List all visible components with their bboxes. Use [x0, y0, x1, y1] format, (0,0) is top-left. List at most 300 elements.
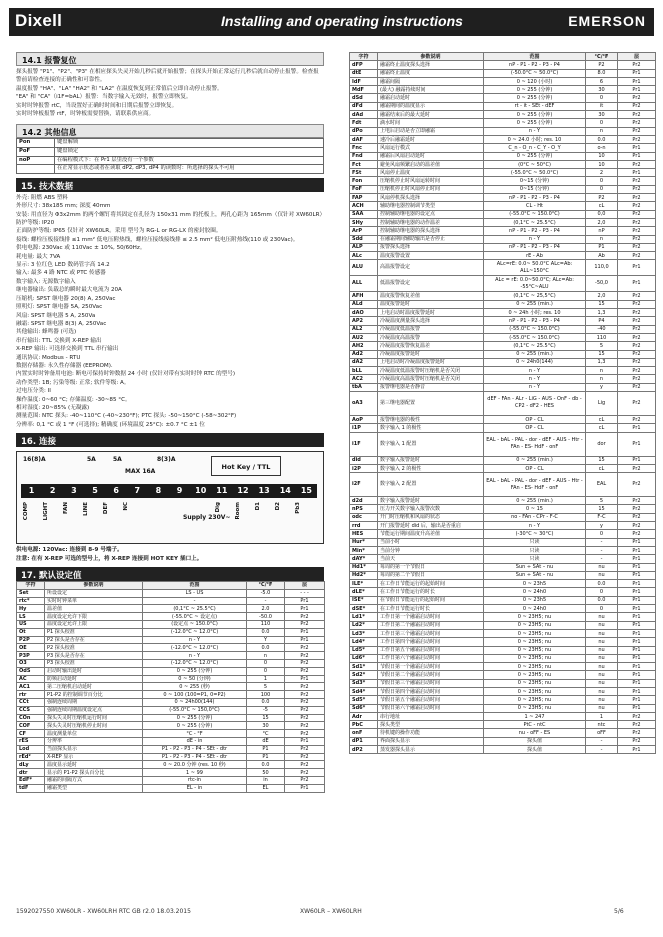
table-cell: oFF	[586, 729, 618, 737]
table-row	[350, 530, 656, 538]
table-cell: 15	[586, 505, 618, 513]
table-cell: Fon	[350, 177, 378, 185]
table-cell: 0 ~ 255 (分钟)	[484, 86, 586, 94]
table-cell: (0,1°C ~ 25.5°C)	[143, 605, 247, 613]
table-row	[17, 761, 325, 769]
spec-line: 继电器输出: 负载总的瞬时最大电流为 20A	[16, 287, 122, 294]
table-cell: 5	[586, 497, 618, 505]
table-cell: 2.0	[247, 605, 285, 613]
table-cell: Ab	[586, 252, 618, 260]
table-cell: Pr1	[618, 638, 656, 646]
table-cell: Pr1	[285, 628, 325, 636]
table-cell: rEd²	[17, 753, 45, 761]
table-cell: Pr2	[285, 761, 325, 769]
spec-line: 供电电源: 230Vac 或 110Vac ± 10%, 50/60Hz。	[16, 245, 146, 252]
header-bar	[9, 8, 654, 36]
table-cell: 温度显示延时	[45, 761, 143, 769]
table-cell: °C/°F	[586, 53, 618, 61]
table-cell: C_n - O_n - C_Y - O_Y	[484, 144, 586, 152]
table-row	[350, 522, 656, 530]
hotkey-ttl-port: Hot Key / TTL	[211, 456, 281, 476]
table-cell: 15	[586, 350, 618, 358]
table-cell: in	[247, 776, 285, 784]
table-cell: ArP	[350, 227, 378, 235]
table-row	[350, 671, 656, 679]
table-cell: 融霜结束后的最大延时	[378, 111, 484, 119]
table-cell: Pr2	[618, 309, 656, 317]
table-cell: EAL - bAL - PAL - dor - dEF - AUS - Htr - FAn - ES- HdF - onF	[484, 473, 586, 497]
terminal-name: Room	[235, 502, 241, 520]
table-cell: FAP	[350, 194, 378, 202]
table-row	[350, 654, 656, 662]
table-cell: P4	[586, 317, 618, 325]
table-cell: Pr2	[285, 691, 325, 699]
table-cell: 融霜的间隔方式	[45, 776, 143, 784]
table-row	[17, 691, 325, 699]
spec-line: 分辨率: 0,1 °C 或 1 °F (可选择); 精确度 (环境温度 25°C): ±0.7 °C ±1 位	[16, 421, 205, 428]
table-cell: Ld4*	[350, 638, 378, 646]
table-cell: 层	[618, 53, 656, 61]
table-cell: -	[586, 555, 618, 563]
table-cell: OP - CL	[484, 424, 586, 432]
table-cell: 15	[247, 714, 285, 722]
table-cell: 节能运行期间温度升高差值	[378, 530, 484, 538]
table-cell: ALL	[350, 276, 378, 292]
table-cell: 探头失灵时压缩机运行时间	[45, 714, 143, 722]
table-cell: 0 ~ 255 (分钟)	[484, 152, 586, 160]
table-cell: CCt	[17, 698, 45, 706]
table-cell: Pr2	[618, 94, 656, 102]
table-cell: SHy	[350, 218, 378, 226]
table-cell: 范围	[143, 582, 247, 590]
table-cell: Pr2	[618, 383, 656, 391]
right-column	[349, 52, 655, 754]
table-cell: rtc*	[17, 597, 45, 605]
table-cell: n - Y	[143, 652, 247, 660]
footer-page-number: 5/6	[614, 908, 624, 915]
table-cell: ALU	[350, 260, 378, 276]
table-cell: dP1	[350, 737, 378, 745]
table-cell: CL - Ht	[484, 202, 586, 210]
table-cell: 节假日第三个融霜启动时间	[378, 679, 484, 687]
table-cell: Pr2	[618, 530, 656, 538]
table-cell: dSE*	[350, 605, 378, 613]
table-cell: 0 ~ 24.0 小时; res. 10	[484, 135, 586, 143]
table-cell: ISE*	[350, 596, 378, 604]
table-cell: n - Y	[484, 375, 586, 383]
table-cell: - - -	[285, 589, 325, 597]
table-cell: 温度报警延时	[378, 300, 484, 308]
table-cell: 0 ~ 23H5; nu	[484, 704, 586, 712]
table-cell: Sd1*	[350, 663, 378, 671]
table-cell: AL2	[350, 325, 378, 333]
table-cell: Pr2	[618, 358, 656, 366]
table-cell: OP - CL	[484, 464, 586, 472]
table-cell: 报警继电器的极性	[378, 415, 484, 423]
table-cell: -5.0	[247, 589, 285, 597]
table-cell: 风扇运行模式	[378, 144, 484, 152]
table-cell: Pr2	[285, 722, 325, 730]
table-cell: -	[586, 746, 618, 754]
table-cell: Pr2	[618, 317, 656, 325]
terminal-number: 5	[92, 486, 98, 496]
table-cell: nu	[586, 704, 618, 712]
table-row	[17, 667, 325, 675]
table-cell: P1 - P2 - P3 - P4 - SEt - dtr	[143, 745, 247, 753]
table-cell: (-55.0°C ~ 150.0°C)	[484, 325, 586, 333]
table-row	[350, 160, 656, 168]
table-row	[17, 628, 325, 636]
table-cell: rE - Ab	[484, 252, 586, 260]
table-cell: OP - CL	[484, 415, 586, 423]
table-cell: Pr2	[285, 769, 325, 777]
table-cell: dPo	[350, 127, 378, 135]
terminal-number: 3	[71, 486, 77, 496]
table-cell: EL - in	[143, 784, 247, 792]
table-cell: nP	[586, 227, 618, 235]
emerson-logo: EMERSON	[568, 13, 646, 29]
terminal-name: LINE	[83, 502, 89, 517]
spec-line: 数据存储器: 永久性存储器 (EEPROM).	[16, 362, 113, 369]
relay-label: 5A	[87, 456, 96, 464]
table-cell: n - Y	[484, 235, 586, 243]
table-cell: 实时时钟菜单	[45, 597, 143, 605]
table-cell: 0	[586, 94, 618, 102]
table-cell: odc	[350, 513, 378, 521]
table-cell: 0 ~ 255 (分钟)	[143, 667, 247, 675]
table-cell: dAY*	[350, 555, 378, 563]
spec-line: 安装: 用直径为 Φ3x2mm 的两个螺钉将其固定在孔径为 150x31 mm 的托板上，两孔心距为 165mm（仅针对 XW60LR）	[16, 211, 326, 218]
table-row	[350, 292, 656, 300]
table-cell: 压力开关数字输入报警次数	[378, 505, 484, 513]
table-cell: 层	[285, 582, 325, 590]
table-cell: Hy	[17, 605, 45, 613]
spec-line: 操作温度: 0~60 °C; 存储温度: -30~85 °C。	[16, 396, 131, 403]
table-cell: Sd6*	[350, 704, 378, 712]
table-cell: dor	[586, 432, 618, 456]
spec-line: 测量范围: NTC 探头: -40~110°C (-40~230°F); PTC 探头: -50~150°C (-58~302°F)	[16, 413, 237, 420]
table-cell: 0 ~ 15	[484, 505, 586, 513]
table-cell: 15	[586, 300, 618, 308]
table-cell: Lod	[17, 745, 45, 753]
table-row	[350, 358, 656, 366]
table-row	[17, 737, 325, 745]
table-cell: bLL	[350, 367, 378, 375]
table-cell: Hur*	[350, 538, 378, 546]
table-cell: 工作日第一个融霜启动时间	[378, 613, 484, 621]
table-cell: 数字输入报警延时	[378, 497, 484, 505]
table-cell: OE	[17, 644, 45, 652]
spec-line: 外形尺寸: 38x185 mm; 深度 40mm	[16, 203, 111, 210]
table-cell: 0 ~ 255 (min.)	[484, 497, 586, 505]
spec-line: 外壳: 阻燃 ABS 塑料	[16, 194, 68, 201]
table-cell: Pr1	[618, 152, 656, 160]
left-column	[16, 52, 324, 793]
table-cell: dtE	[350, 69, 378, 77]
table-row	[17, 745, 325, 753]
table-cell: n	[586, 367, 618, 375]
table-cell: P1	[247, 753, 285, 761]
spec-line: 照明灯: SPST 继电器 5A, 250Vac	[16, 304, 103, 311]
table-cell: CF	[17, 730, 45, 738]
table-cell: PbC	[350, 721, 378, 729]
spec-line: 融霜: SPST 继电器 8(3) A, 250Vac	[16, 320, 107, 327]
table-row	[350, 260, 656, 276]
table-cell: Pr2	[618, 227, 656, 235]
table-cell: nu	[586, 663, 618, 671]
table-cell: (-12.0°C ~ 12.0°C)	[143, 644, 247, 652]
table-cell: dLy	[17, 761, 45, 769]
table-cell: °C - °F	[143, 730, 247, 738]
table-cell: 0 ~ 120 (小时)	[484, 77, 586, 85]
relay-label: 5A	[113, 456, 122, 464]
table-cell: 融霜启动延时	[378, 94, 484, 102]
table-cell: Pr1	[285, 636, 325, 644]
table-cell: AFH	[350, 292, 378, 300]
table-cell: 压缩机停止时风扇运转时间	[378, 177, 484, 185]
table-cell: Pr2	[618, 505, 656, 513]
table-cell: P2	[586, 61, 618, 69]
table-row	[350, 571, 656, 579]
table-cell: nPS	[350, 505, 378, 513]
table-cell: (-55.0°C ~ 150.0°C)	[484, 333, 586, 341]
table-row	[350, 538, 656, 546]
table-cell: Pr2	[618, 325, 656, 333]
table-cell: 0.0	[247, 761, 285, 769]
table-row	[350, 276, 656, 292]
table-cell: dP2	[350, 746, 378, 754]
table-row	[350, 588, 656, 596]
table-cell: Pr2	[618, 391, 656, 415]
table-row	[17, 165, 324, 174]
table-cell: Pr2	[618, 202, 656, 210]
table-cell: oA3	[350, 391, 378, 415]
table-cell: 0 ~ 23H5; nu	[484, 646, 586, 654]
table-cell: Pr2	[618, 737, 656, 745]
table-cell: °C	[247, 730, 285, 738]
table-row	[350, 391, 656, 415]
table-cell: AH2	[350, 342, 378, 350]
table-cell: Pr2	[618, 367, 656, 375]
table-row	[350, 309, 656, 317]
table-cell: US	[17, 620, 45, 628]
table-cell: -	[247, 597, 285, 605]
table-cell: AC2	[350, 375, 378, 383]
table-cell: -5	[247, 706, 285, 714]
table-cell: 风扇停止温度	[378, 169, 484, 177]
table-cell: nu	[586, 621, 618, 629]
table-cell: 0 ~ 23h5	[484, 596, 586, 604]
table-cell: 10	[586, 160, 618, 168]
table-cell: Adr	[350, 712, 378, 720]
table-cell: tdF	[17, 784, 45, 792]
table-cell: n - Y	[484, 522, 586, 530]
table-cell: 融霜后风扇启动延时	[378, 152, 484, 160]
table-cell: ALd	[350, 300, 378, 308]
table-cell: AU2	[350, 333, 378, 341]
table-cell: 融霜终止温度	[378, 69, 484, 77]
table-cell: 在融霜期间辅助输出是否停止	[378, 235, 484, 243]
table-cell: (-55.0°C ~ 设定点)	[143, 613, 247, 621]
table-cell: 节假日第六个融霜启动时间	[378, 704, 484, 712]
table-row	[350, 473, 656, 497]
table-row	[350, 688, 656, 696]
table-cell: 风扇停机探头选择	[378, 194, 484, 202]
table-row	[350, 243, 656, 251]
other-info-table	[16, 138, 324, 173]
table-cell: y	[586, 522, 618, 530]
table-cell: Sd2*	[350, 671, 378, 679]
terminal-name: D1	[255, 502, 261, 511]
table-cell: n - Y	[143, 636, 247, 644]
table-cell: rtr	[17, 691, 45, 699]
table-cell: i1P	[350, 424, 378, 432]
terminal-number: 13	[258, 486, 270, 496]
section-16-title: 16. 连接	[16, 433, 324, 447]
table-row	[350, 605, 656, 613]
table-row	[350, 375, 656, 383]
table-cell: 0	[586, 588, 618, 596]
table-cell: 温度报警恢复差值	[378, 292, 484, 300]
table-cell: COF	[17, 722, 45, 730]
table-cell: 控制辅助继电器的设定点	[378, 210, 484, 218]
table-cell: 6	[586, 77, 618, 85]
table-cell: no - FAn - CPr - F-C	[484, 513, 586, 521]
spec-line: 其他输出: 蜂鸣器 (可选)	[16, 329, 77, 336]
table-cell: n	[247, 652, 285, 660]
table-cell: did	[350, 456, 378, 464]
table-cell: Pr2	[285, 698, 325, 706]
table-cell: Pr1	[618, 613, 656, 621]
table-cell: ILE*	[350, 580, 378, 588]
table-cell: Pr1	[285, 597, 325, 605]
supply-label: Supply 230V~	[183, 514, 231, 522]
table-cell: Pr2	[618, 497, 656, 505]
table-row	[350, 252, 656, 260]
table-cell: Pr2	[618, 342, 656, 350]
table-row	[17, 769, 325, 777]
table-cell: -	[586, 538, 618, 546]
relay-label: 16(8)A	[23, 456, 46, 464]
table-cell: -40	[586, 325, 618, 333]
table-cell: 所设设定	[45, 589, 143, 597]
table-cell: Pr1	[618, 456, 656, 464]
table-cell: 蒸发器探头显示	[378, 746, 484, 754]
table-cell: Ot	[17, 628, 45, 636]
table-cell: 只读	[484, 538, 586, 546]
table-cell: 冷凝温度低温报警时压缩机是否关闭	[378, 367, 484, 375]
table-cell: 0 ~ 255 (分钟)	[484, 94, 586, 102]
table-cell: 2	[586, 169, 618, 177]
table-cell: 键盘解锁	[55, 139, 324, 148]
table-row	[17, 683, 325, 691]
table-cell: Fct	[350, 160, 378, 168]
table-cell: 0	[247, 659, 285, 667]
table-cell: Pr2	[618, 102, 656, 110]
footer-doc-code: 1592027550 XW60LR - XW60LRH RTC GB r2.0 18.03.2015	[16, 908, 191, 915]
table-cell: Pr2	[618, 218, 656, 226]
table-cell: CCS	[17, 706, 45, 714]
table-cell: P3P	[17, 652, 45, 660]
table-row	[350, 679, 656, 687]
table-cell: 冷凝温度报警恢复温差	[378, 342, 484, 350]
table-cell: Pr1	[618, 663, 656, 671]
table-row	[350, 317, 656, 325]
terminal-strip	[21, 484, 317, 498]
table-row	[350, 77, 656, 85]
table-cell: 控制辅助继电器的动作温差	[378, 218, 484, 226]
table-row	[350, 704, 656, 712]
table-cell: Pr2	[285, 644, 325, 652]
spec-line: 动作类型: 1B; 污染等级: 正常; 软件等级: A。	[16, 379, 130, 386]
table-cell: P1-P2 的控制调节百分比	[45, 691, 143, 699]
table-cell: Ad2	[350, 350, 378, 358]
table-cell: rES	[17, 737, 45, 745]
table-cell: n - Y	[484, 127, 586, 135]
table-cell: 节假日第四个融霜启动时间	[378, 688, 484, 696]
table-cell: Pr2	[285, 706, 325, 714]
table-cell: Pr2	[618, 350, 656, 358]
table-cell: 0 ~ 255 (秒)	[143, 683, 247, 691]
table-cell: 0 ~ 23H5; nu	[484, 613, 586, 621]
spec-line: 内置实时时钟备用电池: 断电可保持时钟数据 24 小时 (仅针对带有实时时钟 RTC 的型号)	[16, 371, 236, 378]
table-row	[350, 102, 656, 110]
table-cell: i2P	[350, 464, 378, 472]
table-cell: 冷凝温度高温报警时压缩机是否关闭	[378, 375, 484, 383]
table-cell: 数字输入 1 配置	[378, 432, 484, 456]
table-cell: ALc	[350, 252, 378, 260]
table-cell: AC	[17, 675, 45, 683]
section-14-1-text	[16, 68, 324, 118]
table-cell: 0.0	[247, 628, 285, 636]
table-row	[17, 148, 324, 157]
table-cell: 工作日第六个融霜启动时间	[378, 654, 484, 662]
spec-line: 耗电量: 最大 7VA	[16, 253, 61, 260]
table-cell: 8.0	[586, 69, 618, 77]
table-row	[350, 218, 656, 226]
default-params-table-right	[349, 52, 656, 754]
table-cell: 1 ~ 99	[143, 769, 247, 777]
table-cell	[17, 165, 55, 174]
table-cell: P3 探头是否存在	[45, 652, 143, 660]
table-row	[17, 613, 325, 621]
spec-line: 防护等级: IP20	[16, 220, 55, 227]
table-row	[350, 596, 656, 604]
table-cell: 0 ~ 23H5; nu	[484, 621, 586, 629]
table-cell: 0,0	[586, 210, 618, 218]
table-cell: Pr1	[618, 746, 656, 754]
table-cell: 当前小时	[378, 538, 484, 546]
table-row	[350, 185, 656, 193]
table-cell: 工作日第三个融霜启动时间	[378, 629, 484, 637]
table-cell: AC1	[17, 683, 45, 691]
table-cell: Pr2	[285, 620, 325, 628]
table-cell: 1	[586, 712, 618, 720]
page-title: Installing and operating instructions	[221, 13, 463, 29]
table-cell: ACH	[350, 202, 378, 210]
table-cell: Pr1	[618, 629, 656, 637]
table-cell: Pr2	[285, 652, 325, 660]
table-cell: 融霜类型	[45, 784, 143, 792]
table-cell: it	[586, 102, 618, 110]
table-cell: Pr1	[618, 704, 656, 712]
table-cell: 30	[586, 111, 618, 119]
table-cell: 5	[586, 342, 618, 350]
table-row	[350, 555, 656, 563]
spec-line: 压缩机: SPST 继电器 20(8) A, 250Vac	[16, 295, 116, 302]
table-cell: EAL	[586, 473, 618, 497]
table-cell: 0 ~ 100 (100=P1, 0=P2)	[143, 691, 247, 699]
